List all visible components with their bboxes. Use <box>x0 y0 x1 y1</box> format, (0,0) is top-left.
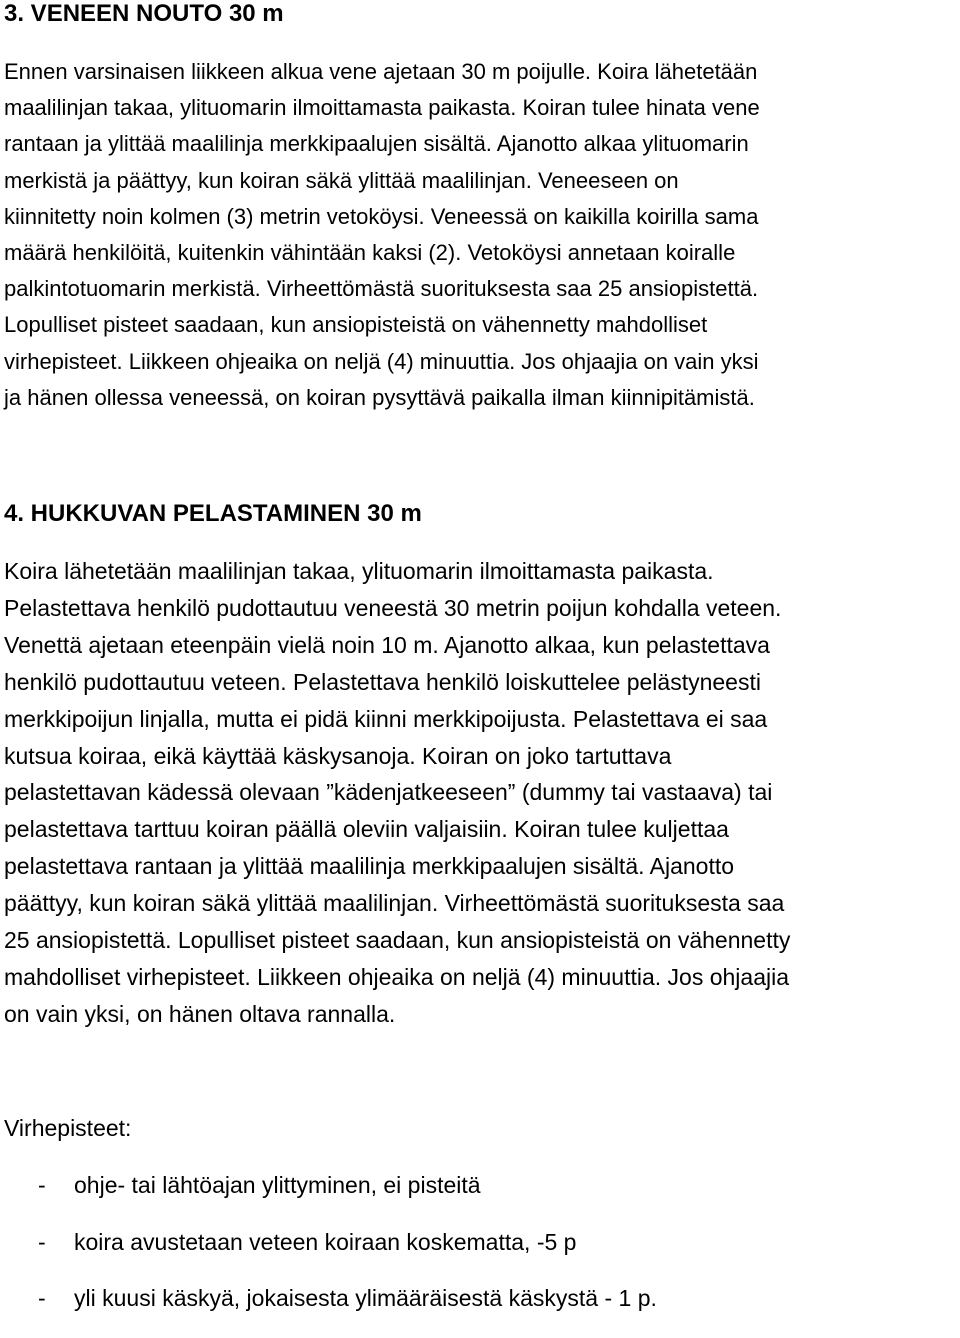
list-dash: - <box>38 1285 46 1311</box>
paragraph-line: pelastettava tarttuu koiran päällä oleviin valjaisiin. Koiran tulee kuljettaa <box>4 816 729 843</box>
list-item-text: yli kuusi käskyä, jokaisesta ylimääräisestä käskystä - 1 p. <box>74 1285 657 1311</box>
paragraph-line: pelastettava rantaan ja ylittää maalilinja merkkipaalujen sisältä. Ajanotto <box>4 853 735 880</box>
list-dash: - <box>38 1228 46 1255</box>
paragraph-line: pelastettavan kädessä olevaan ”kädenjatkeeseen” (dummy tai vastaava) tai <box>4 779 773 806</box>
section-3-title: 3. VENEEN NOUTO 30 m <box>4 0 284 27</box>
paragraph-line: Venettä ajetaan eteenpäin vielä noin 10 m. Ajanotto alkaa, kun pelastettava <box>4 631 770 658</box>
list-item-text: ohje- tai lähtöajan ylittyminen, ei pisteitä <box>74 1172 481 1198</box>
paragraph-line: Koira lähetetään maalilinjan takaa, ylituomarin ilmoittamasta paikasta. <box>4 558 714 584</box>
paragraph-line: maalilinjan takaa, ylituomarin ilmoittamasta paikasta. Koiran tulee hinata vene <box>4 95 760 121</box>
paragraph-line: kiinnitetty noin kolmen (3) metrin vetoköysi. Veneessä on kaikilla koirilla sama <box>4 203 759 229</box>
paragraph-line: Lopulliset pisteet saadaan, kun ansiopisteistä on vähennetty mahdolliset <box>4 312 708 338</box>
paragraph-line: Pelastettava henkilö pudottautuu veneestä 30 metrin poijun kohdalla veteen. <box>4 594 782 621</box>
list-item-text: koira avustetaan veteen koiraan koskematta, -5 p <box>74 1228 577 1255</box>
paragraph-line: virhepisteet. Liikkeen ohjeaika on neljä (4) minuuttia. Jos ohjaajia on vain yksi <box>4 348 759 374</box>
paragraph-line: rantaan ja ylittää maalilinja merkkipaalujen sisältä. Ajanotto alkaa ylituomarin <box>4 131 749 157</box>
paragraph-line: päättyy, kun koiran säkä ylittää maalilinjan. Virheettömästä suorituksesta saa <box>4 890 785 917</box>
paragraph-line: henkilö pudottautuu veteen. Pelastettava henkilö loiskuttelee pelästyneesti <box>4 668 761 695</box>
paragraph-line: kutsua koiraa, eikä käyttää käskysanoja. Koiran on joko tartuttava <box>4 742 672 769</box>
paragraph-line: palkintotuomarin merkistä. Virheettömästä suorituksesta saa 25 ansiopistettä. <box>4 276 759 302</box>
paragraph-line: Ennen varsinaisen liikkeen alkua vene ajetaan 30 m poijulle. Koira lähetetään <box>4 59 758 84</box>
paragraph-line: määrä henkilöitä, kuitenkin vähintään kaksi (2). Vetoköysi annetaan koiralle <box>4 240 736 266</box>
penalties-label: Virhepisteet: <box>4 1115 132 1141</box>
paragraph-line: 25 ansiopistettä. Lopulliset pisteet saadaan, kun ansiopisteistä on vähennetty <box>4 927 791 954</box>
paragraph-line: mahdolliset virhepisteet. Liikkeen ohjeaika on neljä (4) minuuttia. Jos ohjaajia <box>4 963 789 990</box>
section-3-paragraph <box>4 54 760 416</box>
list-dash: - <box>38 1172 46 1198</box>
paragraph-line: merkkipoijun linjalla, mutta ei pidä kiinni merkkipoijusta. Pelastettava ei saa <box>4 705 768 732</box>
paragraph-line: ja hänen ollessa veneessä, on koiran pysyttävä paikalla ilman kiinnipitämistä. <box>4 384 755 410</box>
section-4-title: 4. HUKKUVAN PELASTAMINEN 30 m <box>4 500 422 527</box>
section-4-paragraph <box>4 553 790 1033</box>
paragraph-line: on vain yksi, on hänen oltava rannalla. <box>4 1000 396 1027</box>
paragraph-line: merkistä ja päättyy, kun koiran säkä ylittää maalilinjan. Veneeseen on <box>4 167 679 193</box>
